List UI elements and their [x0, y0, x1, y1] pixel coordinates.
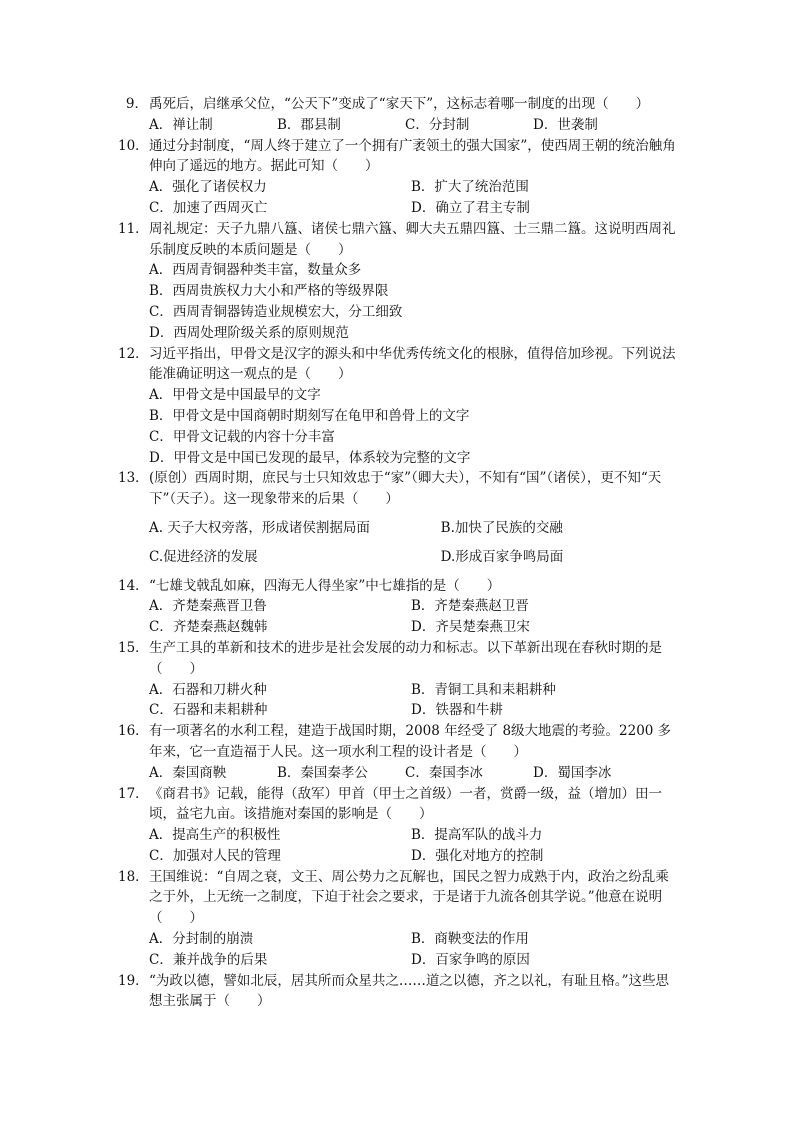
question-text: 通过分封制度，“周人终于建立了一个拥有广袤领土的强大国家”，使西周王朝的统治触角伸向了遥远的地方。据此可知（ ） — [149, 137, 676, 175]
option-b: B．扩大了统治范围 — [411, 179, 529, 196]
option-c: C．石器和耒耜耕种 — [149, 702, 268, 719]
question-number: 15． — [118, 639, 149, 656]
option-c: C．加速了西周灭亡 — [149, 199, 268, 216]
question-list — [118, 94, 678, 1012]
question-number: 14． — [118, 577, 149, 594]
option-a: A．齐楚秦燕晋卫鲁 — [149, 598, 267, 615]
question-stem — [118, 867, 678, 929]
question-12 — [118, 344, 678, 469]
question-13 — [118, 468, 678, 567]
question-16 — [118, 721, 678, 783]
option-d: D．西周处理阶级关系的原则规范 — [149, 324, 349, 341]
option-a: A．禅让制 — [149, 116, 213, 133]
question-stem — [118, 721, 678, 763]
question-number: 16． — [118, 723, 149, 740]
options — [149, 929, 678, 971]
question-number: 9． — [125, 96, 148, 112]
question-stem — [118, 94, 678, 115]
option-a: A．秦国商鞅 — [149, 764, 227, 781]
question-stem — [118, 784, 678, 826]
option-b: B．甲骨文是中国商朝时期刻写在龟甲和兽骨上的文字 — [149, 407, 470, 424]
option-a: A．提高生产的积极性 — [149, 827, 281, 844]
question-text: 生产工具的革新和技术的进步是社会发展的动力和标志。以下革新出现在春秋时期的是（ ） — [149, 639, 662, 677]
options — [149, 177, 678, 219]
question-stem — [118, 136, 678, 178]
option-d: D．世袭制 — [533, 116, 598, 133]
question-stem — [118, 344, 678, 386]
question-text: 有一项著名的水利工程，建造于战国时期，2008 年经受了 8级大地震的考验。2200 多年来，它一直造福于人民。这一项水利工程的设计者是（ ） — [149, 723, 672, 760]
options — [149, 596, 678, 638]
question-11 — [118, 219, 678, 344]
option-d: D．铁器和牛耕 — [411, 702, 503, 719]
options — [149, 518, 678, 568]
question-number: 18． — [118, 868, 149, 885]
option-d: D．甲骨文是中国已发现的最早，体系较为完整的文字 — [149, 449, 471, 466]
option-d: D．蜀国李冰 — [533, 764, 612, 781]
question-stem — [118, 971, 678, 1013]
options — [149, 385, 678, 468]
question-stem — [118, 219, 678, 261]
option-a: A. 天子大权旁落，形成诸侯割据局面 — [149, 519, 370, 536]
option-b: B．青铜工具和耒耜耕种 — [411, 681, 556, 698]
options — [149, 825, 678, 867]
option-b: B．秦国秦孝公 — [277, 764, 368, 781]
option-b: B．西周贵族权力大小和严格的等级界限 — [149, 283, 389, 300]
question-19 — [118, 971, 678, 1013]
question-number: 13． — [118, 470, 149, 487]
option-d: D．齐吴楚秦燕卫宋 — [411, 619, 530, 636]
options — [149, 115, 678, 136]
question-text: 禹死后，启继承父位，“公天下”变成了“家天下”，这标志着哪一制度的出现（ ） — [149, 96, 650, 112]
question-14 — [118, 576, 678, 638]
question-text: “七雄戈戟乱如麻，四海无人得坐家”中七雄指的是（ ） — [149, 577, 501, 594]
question-stem — [118, 468, 678, 510]
option-c: C．兼并战争的后果 — [149, 951, 268, 968]
option-a: A．西周青铜器种类丰富，数量众多 — [149, 262, 362, 279]
options — [149, 260, 678, 343]
option-b: B．提高军队的战斗力 — [411, 827, 543, 844]
option-c: C．加强对人民的管理 — [149, 847, 281, 864]
option-a: A．甲骨文是中国最早的文字 — [149, 387, 321, 404]
question-10 — [118, 136, 678, 219]
option-a: A．强化了诸侯权力 — [149, 179, 267, 196]
option-c: C．西周青铜器铸造业规模宏大，分工细致 — [149, 303, 403, 320]
option-c: C．秦国李冰 — [405, 764, 483, 781]
options — [149, 763, 678, 784]
option-b: B．齐楚秦燕赵卫晋 — [411, 598, 529, 615]
option-c: C．齐楚秦燕赵魏韩 — [149, 619, 268, 636]
question-text: 习近平指出，甲骨文是汉字的源头和中华优秀传统文化的根脉，值得倍加珍视。下列说法能准确证明这一观点的是（ ） — [149, 345, 676, 383]
option-a: A．石器和刀耕火种 — [149, 681, 267, 698]
option-b: B.加快了民族的交融 — [440, 519, 563, 536]
option-c: C.促进经济的发展 — [149, 548, 258, 565]
question-number: 11． — [118, 220, 149, 237]
question-number: 12． — [118, 345, 149, 362]
question-number: 10． — [118, 137, 149, 154]
option-b: B．郡县制 — [277, 116, 341, 133]
question-stem — [118, 638, 678, 680]
option-c: C．分封制 — [405, 116, 470, 133]
question-number: 17． — [118, 785, 149, 802]
option-c: C．甲骨文记载的内容十分丰富 — [149, 428, 335, 445]
option-d: D．百家争鸣的原因 — [411, 951, 530, 968]
option-a: A．分封制的崩溃 — [149, 931, 254, 948]
question-9 — [118, 94, 678, 136]
question-text: “为政以德，譬如北辰，居其所而众星共之……道之以德，齐之以礼，有耻且格。”这些思想主张属于（ ） — [149, 972, 670, 1010]
question-18 — [118, 867, 678, 971]
question-text: 王国维说：“自周之衰，文王、周公势力之瓦解也，国民之智力成熟于内，政治之纷乱乘之于外，上无统一之制度，下迫于社会之要求，于是诸于九流各创其学说。”他意在说明（ ） — [149, 868, 669, 927]
option-b: B．商鞅变法的作用 — [411, 931, 529, 948]
options — [149, 680, 678, 722]
option-d: D．确立了君主专制 — [411, 199, 530, 216]
question-text: 《商君书》记载，能得（敌军）甲首（甲士之首级）一者，赏爵一级，益（增加）田一顷，益宅九亩。该措施对秦国的影响是（ ） — [149, 785, 662, 823]
question-15 — [118, 638, 678, 721]
question-stem — [118, 576, 678, 597]
question-17 — [118, 784, 678, 867]
question-text: (原创）西周时期，庶民与士只知效忠于“家”（卿大夫），不知有“国”（诸侯），更不知“天下”（天子）。这一现象带来的后果（ ） — [149, 470, 662, 508]
question-number: 19． — [118, 972, 149, 989]
option-d: D．强化对地方的控制 — [411, 847, 544, 864]
question-text: 周礼规定：天子九鼎八簋、诸侯七鼎六簋、卿大夫五鼎四簋、士三鼎二簋。这说明西周礼乐制度反映的本质问题是（ ） — [149, 220, 676, 258]
option-d: D.形成百家争鸣局面 — [440, 548, 564, 565]
